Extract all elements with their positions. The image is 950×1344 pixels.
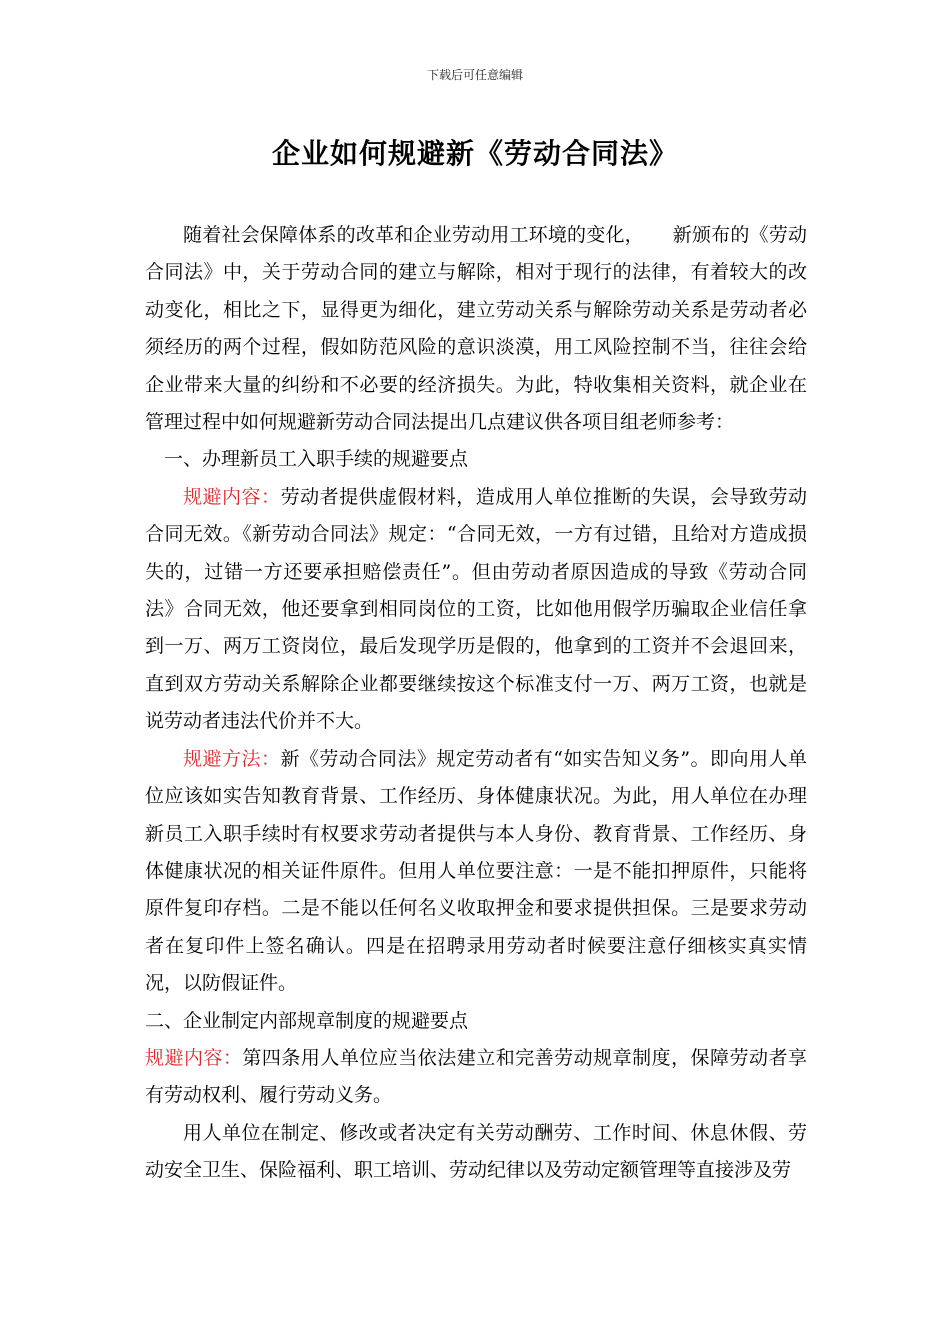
header-note: 下载后可任意编辑 bbox=[426, 68, 523, 82]
intro-paragraph: 随着社会保障体系的改革和企业劳动用工环境的变化， 新颁布的《劳动合同法》中，关于劳动合同的建立与解除，相对于现行的法律，有着较大的改动变化，相比之下，显得更为细化，建立劳动关系与解除劳动关系是劳动者必须经历的两个过程，假如防范风险的意识淡漠，用工风险控制不当，往往会给企业带来大量的纠纷和不必要的经济损失。为此，特收集相关资料，就企业在管理过程中如何规避新劳动合同法提出几点建议供各项目组老师参考： bbox=[145, 224, 807, 434]
section2-content-text: 第四条用人单位应当依法建立和完善劳动规章制度，保障劳动者享有劳动权利、履行劳动义务。 bbox=[145, 1046, 807, 1107]
avoid-content-label: 规避内容： bbox=[183, 485, 281, 508]
section1-method-text: 新《劳动合同法》规定劳动者有“如实告知义务”。即向用人单位应该如实告知教育背景、工作经历、身体健康状况。为此，用人单位在办理新员工入职手续时有权要求劳动者提供与本人身份、教育背景、工作经历、身体健康状况的相关证件原件。但用人单位要注意：一是不能扣押原件，只能将原件复印存档。二是不能以任何名义收取押金和要求提供担保。三是要求劳动者在复印件上签名确认。四是在招聘录用劳动者时候要注意仔细核实真实情况，以防假证件。 bbox=[145, 747, 807, 995]
document-title: 企业如何规避新《劳动合同法》 bbox=[271, 137, 678, 170]
section1-content-paragraph bbox=[145, 479, 807, 741]
section2-content-paragraph bbox=[145, 1040, 807, 1115]
section-heading-1: 一、办理新员工入职手续的规避要点 bbox=[164, 448, 469, 471]
document-body bbox=[145, 217, 807, 1190]
section-heading-2: 二、企业制定内部规章制度的规避要点 bbox=[145, 1009, 469, 1032]
section2-paragraph: 用人单位在制定、修改或者决定有关劳动酬劳、工作时间、休息休假、劳动安全卫生、保险福利、职工培训、劳动纪律以及劳动定额管理等直接涉及劳 bbox=[145, 1121, 807, 1182]
section1-method-paragraph bbox=[145, 741, 807, 1003]
avoid-method-label: 规避方法： bbox=[183, 747, 281, 770]
section1-content-text: 劳动者提供虚假材料，造成用人单位推断的失误，会导致劳动合同无效。《新劳动合同法》规定：“合同无效，一方有过错，且给对方造成损失的，过错一方还要承担赔偿责任”。但由劳动者原因造成的导致《劳动合同法》合同无效，他还要拿到相同岗位的工资，比如他用假学历骗取企业信任拿到一万、两万工资岗位，最后发现学历是假的，他拿到的工资并不会退回来，直到双方劳动关系解除企业都要继续按这个标准支付一万、两万工资，也就是说劳动者违法代价并不大。 bbox=[145, 485, 807, 733]
avoid-content-label-2: 规避内容： bbox=[145, 1046, 243, 1069]
